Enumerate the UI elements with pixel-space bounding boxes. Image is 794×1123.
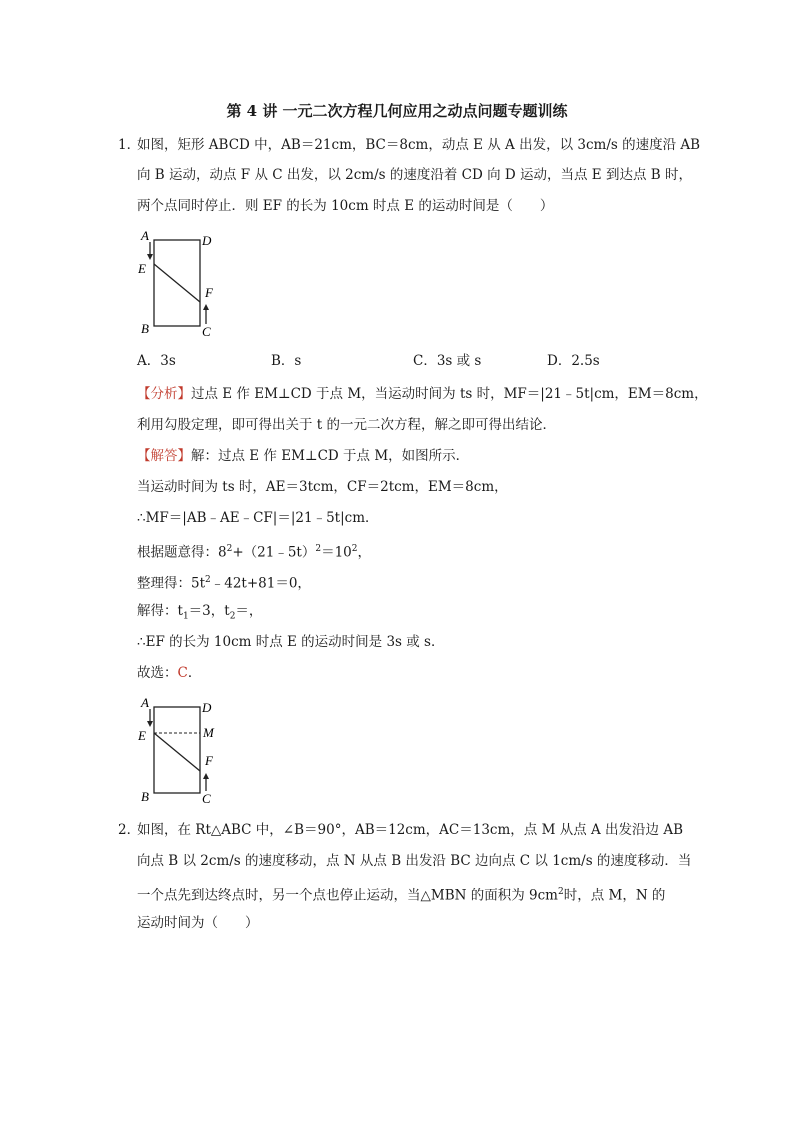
label-m: M [203,725,214,740]
equation-part: ＝3，t [188,603,230,619]
exponent: 2 [557,887,564,897]
question-text-line: 如图，在 Rt△ABC 中，∠B＝90°，AB＝12cm，AC＝13cm，点 M 从点 A 出发沿边 AB [137,822,683,838]
answer-choice: C [177,665,188,681]
exponent: 2 [351,544,358,554]
label-b: B [141,321,149,336]
question-text-line [137,882,665,906]
equation-part: ， [357,544,371,561]
label-e: E [138,728,146,743]
analysis-line [137,384,708,404]
solution-figure [138,695,228,810]
solution-line [137,539,371,563]
subscript: 1 [182,611,189,622]
label-a: A [141,695,149,710]
solution-line [137,446,469,466]
solution-tag: 【解答】 [137,448,191,464]
label-d: D [202,233,212,248]
solution-text: 解：过点 E 作 EM⊥CD 于点 M，如图所示． [191,448,470,464]
rectangle-figure [138,228,228,343]
equation-part: ＝10 [321,544,352,561]
equation-part: 根据题意得：8 [137,544,227,561]
question-text-line: 运动时间为（ ） [137,915,259,931]
question-text-line: 向 B 运动，动点 F 从 C 出发，以 2cm/s 的速度沿着 CD 向 D 运动，当点 E 到达点 B 时， [137,167,692,183]
text-part: 时，点 M，N 的 [563,887,666,904]
solution-line: ∴MF＝|AB﹣AE﹣CF|＝|21﹣5t|cm． [137,510,379,526]
label-a: A [141,228,149,243]
arrowhead-c [203,304,209,310]
label-f: F [205,753,213,768]
label-b: B [141,789,149,804]
answer-prefix: 故选： [137,665,178,681]
label-c: C [202,324,211,339]
exponent: 2 [315,544,322,554]
analysis-text: 过点 E 作 EM⊥CD 于点 M，当运动时间为 ts 时，MF＝|21﹣5t|cm，EM＝8cm， [191,386,708,402]
label-c: C [202,791,211,806]
question-text-line: 如图，矩形 ABCD 中，AB＝21cm，BC＝8cm，动点 E 从 A 出发，以 3cm/s 的速度沿 AB [137,137,701,153]
text-part: 一个点先到达终点时，另一个点也停止运动，当△MBN 的面积为 9cm [137,887,558,904]
option-a: A．3s [137,353,176,369]
analysis-tag: 【分析】 [137,386,191,402]
question-number: 1． [118,137,141,153]
label-d: D [202,700,212,715]
equation-part: ＝， [235,603,263,619]
arrowhead-c [203,773,209,779]
solution-line: ∴EF 的长为 10cm 时点 E 的运动时间是 3s 或 s． [137,634,445,650]
equation-part: ﹣42t+81＝0， [210,575,311,592]
option-d: D．2.5s [547,353,600,369]
question-text-line: 两个点同时停止．则 EF 的长为 10cm 时点 E 的运动时间是（ ） [137,198,554,214]
rectangle-abcd [154,707,200,793]
label-f: F [205,285,213,300]
solution-line [137,601,262,627]
segment-ef [154,264,200,302]
solution-line [137,663,201,683]
equation-part: +（21﹣5t） [232,544,316,561]
equation-part: 整理得：5t [137,575,206,592]
segment-ef [154,733,200,771]
arrowhead-a [147,254,153,260]
label-e: E [138,261,146,276]
option-c: C．3s 或 s [413,353,482,369]
solution-line: 当运动时间为 ts 时，AE＝3tcm，CF＝2tcm，EM＝8cm， [137,479,508,495]
subscript: 2 [229,611,236,622]
question-text-line: 向点 B 以 2cm/s 的速度移动，点 N 从点 B 出发沿 BC 边向点 C 以 1cm/s 的速度移动．当 [137,853,692,869]
option-b: B．s [271,353,302,369]
solution-line [137,570,311,594]
exponent: 2 [205,575,211,585]
exponent: 2 [226,544,233,554]
arrowhead-a [147,721,153,727]
page-title: 第 4 讲 一元二次方程几何应用之动点问题专题训练 [226,102,568,120]
question-number: 2． [118,822,141,838]
analysis-line: 利用勾股定理，即可得出关于 t 的一元二次方程，解之即可得出结论． [137,417,557,433]
equation-part: 解得：t [137,603,183,619]
answer-suffix: ． [187,665,202,681]
